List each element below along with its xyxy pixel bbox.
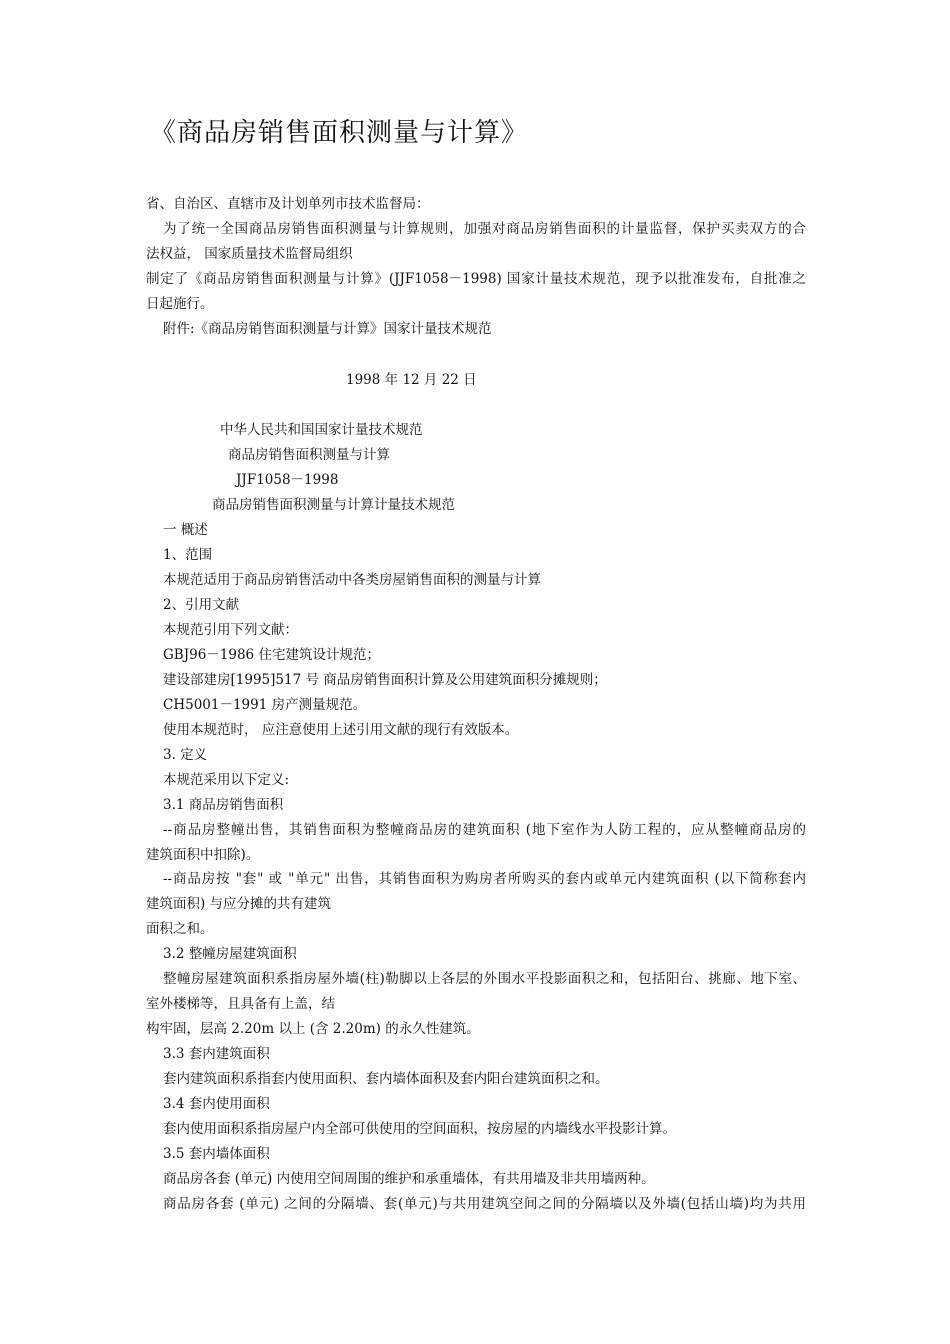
body-line: 商品房各套 (单元) 之间的分隔墙、套(单元)与共用建筑空间之间的分隔墙以及外墙(包括山墙)均为共用 [163,1196,806,1212]
body-line: --商品房按 "套" 或 "单元" 出售，其销售面积为购房者所购买的套内或单元内建筑面积 (以下简称套内 [163,871,806,887]
body-line: 商品房各套 (单元) 内使用空间周围的维护和承重墙体，有共用墙及非共用墙两种。 [163,1171,655,1187]
body-line: 建筑面积) 与应分摊的共有建筑 [146,896,332,912]
body-line: 整幢房屋建筑面积系指房屋外墙(柱)勒脚以上各层的外围水平投影面积之和，包括阳台、挑廊、地下室、 [163,971,806,987]
body-line: 构牢固，层高 2.20m 以上 (含 2.20m) 的永久性建筑。 [146,1021,480,1037]
body-line: 法权益， 国家质量技术监督局组织 [146,246,353,262]
document-title: 《商品房销售面积测量与计算》 [150,118,529,148]
body-line: 日起施行。 [146,296,214,312]
body-line: 面积之和。 [146,921,214,937]
body-line: 套内建筑面积系指套内使用面积、套内墙体面积及套内阳台建筑面积之和。 [163,1071,609,1087]
section-heading: 3. 定义 [163,747,208,763]
section-heading: 一 概述 [163,522,208,538]
body-line: 套内使用面积系指房屋户内全部可供使用的空间面积，按房屋的内墙线水平投影计算。 [163,1121,676,1137]
attachment-line: 附件:《商品房销售面积测量与计算》国家计量技术规范 [163,321,492,337]
body-line: 本规范引用下列文献： [163,622,298,638]
section-heading: 3.4 套内使用面积 [163,1096,270,1112]
reference-item: CH5001－1991 房产测量规范。 [163,697,367,713]
section-heading: 3.3 套内建筑面积 [163,1046,270,1062]
body-line: 使用本规范时， 应注意使用上述引用文献的现行有效版本。 [163,722,519,738]
reference-item: GBJ96－1986 住宅建筑设计规范； [163,647,380,663]
section-heading: 3.2 整幢房屋建筑面积 [163,946,297,962]
body-line: 本规范采用以下定义: [163,772,290,788]
body-line: 室外楼梯等，且具备有上盖，结 [146,996,335,1012]
body-line: 制定了《商品房销售面积测量与计算》(JJF1058－1998) 国家计量技术规范，现予以批准发布，自批准之 [146,271,806,287]
spec-heading: 中华人民共和国国家计量技术规范 [220,422,423,438]
section-heading: 1、范围 [163,547,213,563]
body-line: --商品房整幢出售，其销售面积为整幢商品房的建筑面积 (地下室作为人防工程的，应从整幢商品房的 [163,822,806,838]
spec-code: JJF1058－1998 [236,472,339,488]
spec-heading: 商品房销售面积测量与计算 [228,447,390,463]
body-line: 建筑面积中扣除)。 [146,847,260,863]
body-line: 本规范适用于商品房销售活动中各类房屋销售面积的测量与计算 [163,572,541,588]
section-heading: 2、引用文献 [163,597,240,613]
section-heading: 3.5 套内墙体面积 [163,1146,270,1162]
reference-item: 建设部建房[1995]517 号 商品房销售面积计算及公用建筑面积分摊规则； [163,672,607,688]
issue-date: 1998 年 12 月 22 日 [346,372,477,388]
spec-heading: 商品房销售面积测量与计算计量技术规范 [212,497,455,513]
addressee-line: 省、自治区、直辖市及计划单列市技术监督局： [146,196,430,212]
section-heading: 3.1 商品房销售面积 [163,797,284,813]
body-line: 为了统一全国商品房销售面积测量与计算规则，加强对商品房销售面积的计量监督，保护买卖双方的合 [163,221,806,237]
